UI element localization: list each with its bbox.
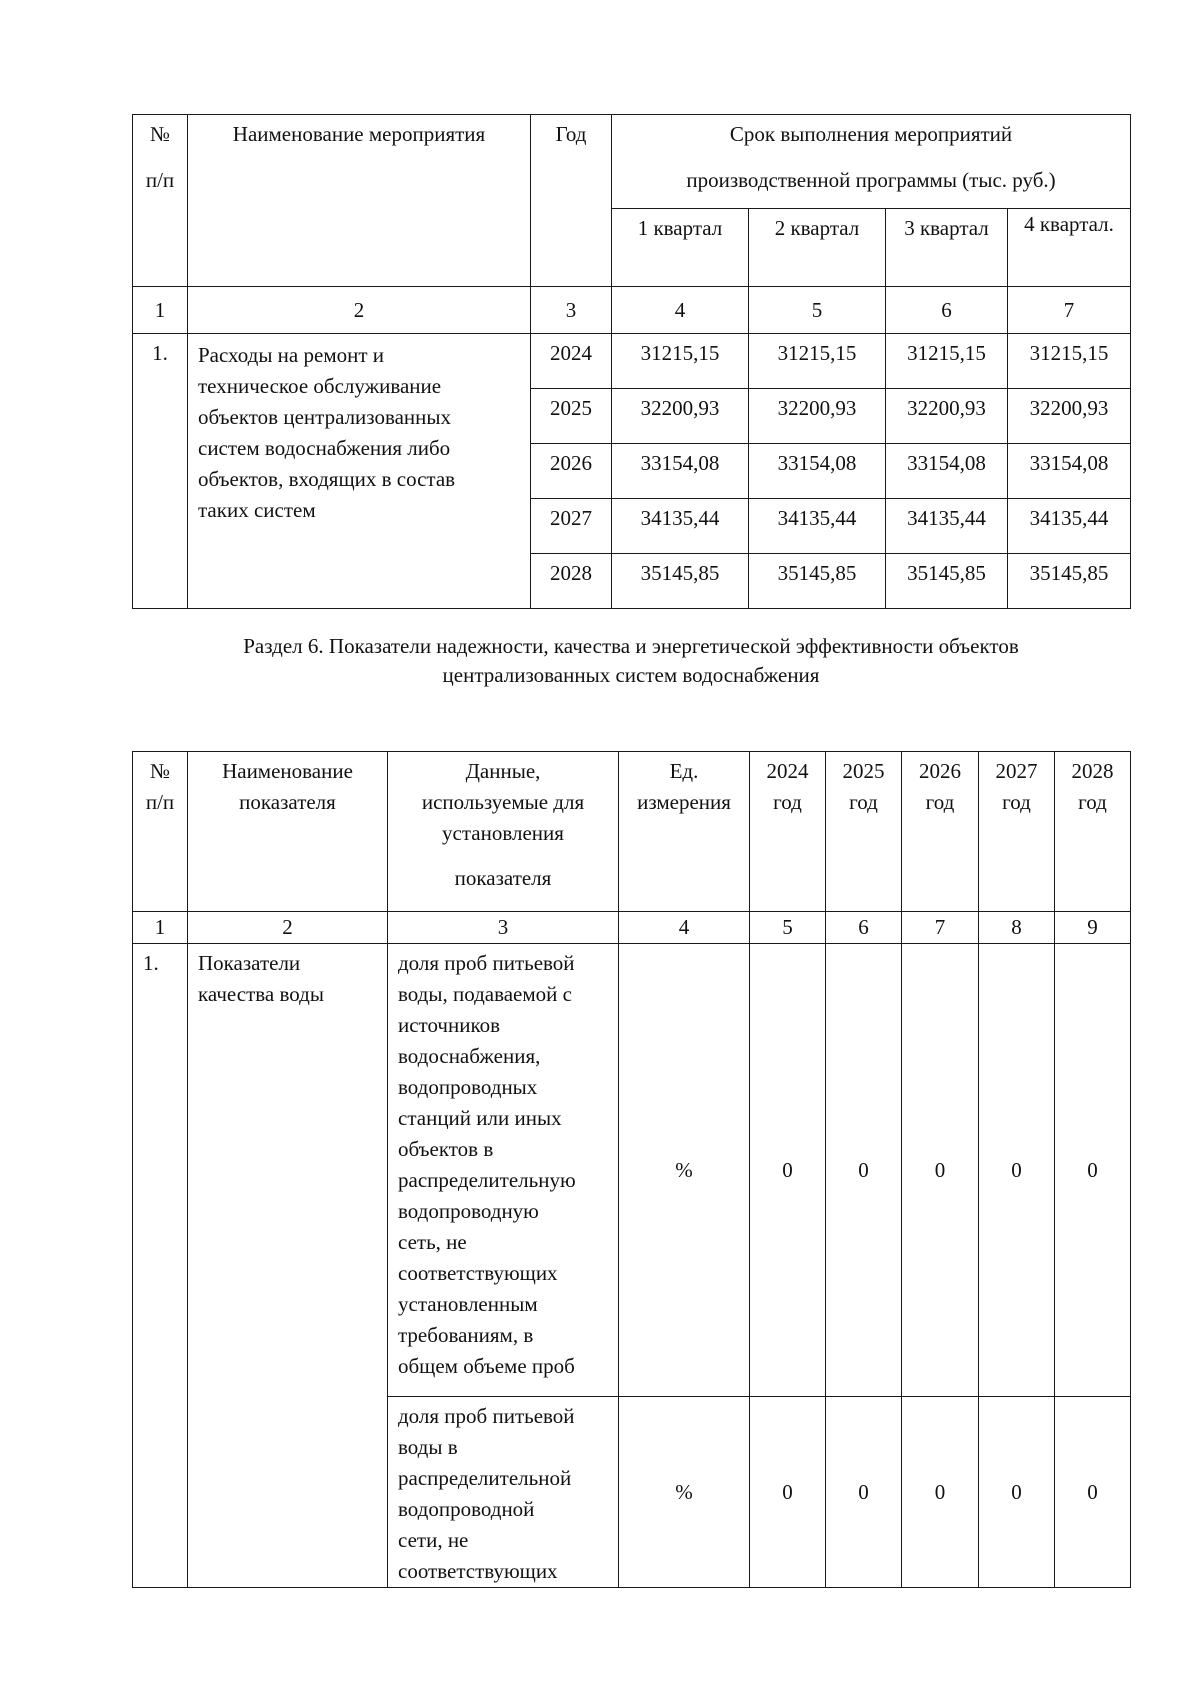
header-num <box>133 115 188 287</box>
t2-header-unit-line: измерения <box>637 790 731 814</box>
item-name-line: Расходы на ремонт и <box>198 343 385 367</box>
t2-header-name-line: Наименование <box>222 759 353 783</box>
desc-line: воды, подаваемой с <box>398 982 572 1006</box>
t2-header-year-line: год <box>849 790 878 814</box>
desc-line: водопроводной <box>398 1497 535 1521</box>
header-name: Наименование мероприятия <box>188 115 531 287</box>
row-value: 35145,85 <box>749 554 886 609</box>
t2-header-year-line: год <box>1002 790 1031 814</box>
col-number: 9 <box>1055 912 1131 944</box>
desc-line: станций или иных <box>398 1106 562 1130</box>
t2-header-data-line: Данные, <box>465 759 541 783</box>
col-number: 7 <box>1008 287 1131 334</box>
t2-header-num <box>133 752 188 912</box>
row-year: 2028 <box>531 554 612 609</box>
col-number: 3 <box>388 912 619 944</box>
col-number: 2 <box>188 287 531 334</box>
col-number: 1 <box>133 287 188 334</box>
desc-line: распределительную <box>398 1168 576 1192</box>
t2-header-data-line: показателя <box>454 866 552 890</box>
t2-header-year-line: год <box>1078 790 1107 814</box>
desc-line: общем объеме проб <box>398 1354 575 1378</box>
indicator-value: 0 <box>979 944 1055 1397</box>
t2-header-name <box>188 752 388 912</box>
header-quarter-2: 2 квартал <box>749 209 886 287</box>
row-value: 32200,93 <box>749 389 886 444</box>
desc-line: требованиям, в <box>398 1323 534 1347</box>
col-number: 4 <box>619 912 750 944</box>
t2-header-unit-line: Ед. <box>669 759 699 783</box>
t2-header-year <box>750 752 826 912</box>
row-value: 33154,08 <box>749 444 886 499</box>
col-number: 1 <box>133 912 188 944</box>
row-value: 35145,85 <box>886 554 1008 609</box>
t2-header-year <box>979 752 1055 912</box>
desc-line: распределительной <box>398 1466 572 1490</box>
indicator-value: 0 <box>826 944 902 1397</box>
desc-line: источников <box>398 1013 501 1037</box>
t2-header-year-line: 2026 <box>919 759 961 783</box>
item-name-line: техническое обслуживание <box>198 374 442 398</box>
t2-header-year-line: год <box>773 790 802 814</box>
t2-header-data-line: используемые для <box>421 790 585 814</box>
indicator-description <box>388 944 619 1397</box>
desc-line: установленным <box>398 1292 538 1316</box>
col-number: 8 <box>979 912 1055 944</box>
header-year: Год <box>531 115 612 287</box>
indicator-value: 0 <box>1055 944 1131 1397</box>
indicator-value: 0 <box>826 1397 902 1588</box>
row-value: 33154,08 <box>1008 444 1131 499</box>
row-value: 35145,85 <box>612 554 749 609</box>
row-value: 32200,93 <box>1008 389 1131 444</box>
item-name-line: объектов централизованных <box>198 405 452 429</box>
header-row <box>133 752 1131 912</box>
col-number: 5 <box>750 912 826 944</box>
indicator-value: 0 <box>1055 1397 1131 1588</box>
row-value: 31215,15 <box>886 334 1008 389</box>
col-number: 6 <box>826 912 902 944</box>
col-number: 3 <box>531 287 612 334</box>
header-num-line2: п/п <box>145 168 175 192</box>
item-name-line: таких систем <box>198 498 316 522</box>
t2-header-num-line: № <box>149 759 171 783</box>
row-year: 2024 <box>531 334 612 389</box>
indicator-value: 0 <box>750 944 826 1397</box>
col-number: 5 <box>749 287 886 334</box>
col-number: 2 <box>188 912 388 944</box>
t2-header-data-line: установления <box>442 821 564 845</box>
desc-line: водопроводных <box>398 1075 538 1099</box>
t2-header-num-line: п/п <box>145 790 175 814</box>
row-value: 34135,44 <box>612 499 749 554</box>
item-name <box>188 334 531 609</box>
desc-line: воды в <box>398 1435 458 1459</box>
row-value: 33154,08 <box>886 444 1008 499</box>
t2-header-year <box>826 752 902 912</box>
row-value: 31215,15 <box>749 334 886 389</box>
desc-line: объектов в <box>398 1137 494 1161</box>
row-value: 35145,85 <box>1008 554 1131 609</box>
t2-header-year-line: год <box>925 790 955 814</box>
indicator-value: 0 <box>902 944 979 1397</box>
t2-header-unit <box>619 752 750 912</box>
desc-line: сети, не <box>398 1528 469 1552</box>
column-numbers-row <box>133 287 1131 334</box>
t2-header-name-line: показателя <box>239 790 336 814</box>
indicator-unit: % <box>619 944 750 1397</box>
t2-item-name-line: качества воды <box>198 982 324 1006</box>
span-title-line2: производственной программы (тыс. руб.) <box>686 168 1056 192</box>
indicator-description <box>388 1397 619 1588</box>
t2-item-name <box>188 944 388 1588</box>
span-title-line1: Срок выполнения мероприятий <box>729 122 1013 146</box>
row-value: 32200,93 <box>612 389 749 444</box>
header-quarter-3: 3 квартал <box>886 209 1008 287</box>
t2-header-data <box>388 752 619 912</box>
row-year: 2025 <box>531 389 612 444</box>
item-name-line: систем водоснабжения либо <box>198 436 451 460</box>
t2-column-numbers-row <box>133 912 1131 944</box>
col-number: 7 <box>902 912 979 944</box>
t2-header-year-line: 2028 <box>1071 759 1114 783</box>
row-value: 33154,08 <box>612 444 749 499</box>
section-title-line: централизованных систем водоснабжения <box>442 663 820 687</box>
desc-line: доля проб питьевой <box>398 951 575 975</box>
desc-line: соответствующих <box>398 1261 558 1285</box>
desc-line: водопроводную <box>398 1199 539 1223</box>
header-quarter-1: 1 квартал <box>612 209 749 287</box>
section-title <box>132 632 1130 690</box>
indicators-table <box>132 751 1131 1588</box>
indicator-value: 0 <box>902 1397 979 1588</box>
t2-header-year-line: 2024 <box>766 759 809 783</box>
header-span-title <box>612 115 1131 209</box>
t2-item-name-line: Показатели <box>198 951 301 975</box>
row-value: 31215,15 <box>612 334 749 389</box>
row-value: 34135,44 <box>749 499 886 554</box>
indicator-value: 0 <box>979 1397 1055 1588</box>
table-row <box>133 334 1131 389</box>
desc-line: соответствующих <box>398 1559 558 1583</box>
t2-header-year-line: 2027 <box>995 759 1038 783</box>
section-title-line: Раздел 6. Показатели надежности, качества и энергетической эффективности объектов <box>243 634 1019 658</box>
desc-line: водоснабжения, <box>398 1044 541 1068</box>
desc-line: доля проб питьевой <box>398 1404 575 1428</box>
col-number: 6 <box>886 287 1008 334</box>
row-year: 2026 <box>531 444 612 499</box>
table-row <box>133 944 1131 1397</box>
row-year: 2027 <box>531 499 612 554</box>
row-value: 31215,15 <box>1008 334 1131 389</box>
t2-item-num: 1. <box>133 944 188 1588</box>
row-value: 32200,93 <box>886 389 1008 444</box>
row-value: 34135,44 <box>886 499 1008 554</box>
row-value: 34135,44 <box>1008 499 1131 554</box>
indicator-unit: % <box>619 1397 750 1588</box>
desc-line: сеть, не <box>398 1230 467 1254</box>
t2-header-year-line: 2025 <box>842 759 885 783</box>
indicator-value: 0 <box>750 1397 826 1588</box>
item-name-line: объектов, входящих в состав <box>198 467 456 491</box>
col-number: 4 <box>612 287 749 334</box>
t2-header-year <box>902 752 979 912</box>
production-program-table <box>132 114 1131 609</box>
t2-header-year <box>1055 752 1131 912</box>
header-num-line1: № <box>149 122 171 146</box>
header-quarter-4: 4 квартал. <box>1008 209 1131 287</box>
item-num: 1. <box>133 334 188 609</box>
